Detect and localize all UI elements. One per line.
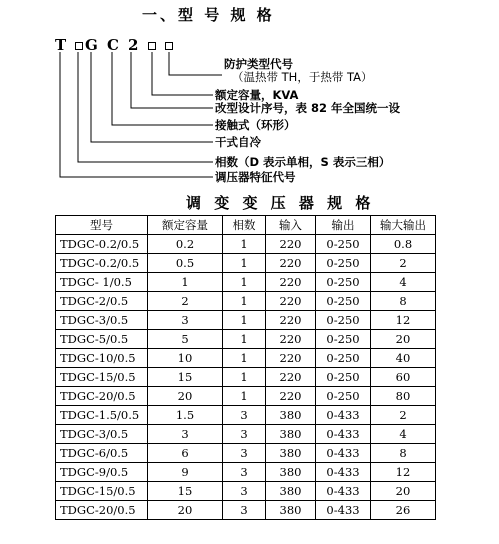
cell-phases: 3 <box>223 444 266 463</box>
connector-protection <box>169 52 222 75</box>
cell-max-output: 20 <box>371 482 436 501</box>
legend-regulator-code: 调压器特征代号 <box>215 170 296 184</box>
cell-max-output: 8 <box>371 292 436 311</box>
cell-phases: 3 <box>223 501 266 520</box>
cell-rated-capacity: 9 <box>148 463 223 482</box>
cell-output: 0-433 <box>316 501 371 520</box>
cell-max-output: 4 <box>371 273 436 292</box>
cell-rated-capacity: 10 <box>148 349 223 368</box>
cell-model: TDGC-20/0.5 <box>56 387 148 406</box>
cell-max-output: 20 <box>371 330 436 349</box>
table-row <box>56 406 436 425</box>
table-row <box>56 425 436 444</box>
cell-rated-capacity: 1 <box>148 273 223 292</box>
cell-input: 380 <box>266 406 316 425</box>
cell-rated-capacity: 5 <box>148 330 223 349</box>
code-letter-t: T <box>55 36 67 54</box>
cell-input: 220 <box>266 273 316 292</box>
header-model: 型号 <box>56 216 148 235</box>
cell-max-output: 2 <box>371 254 436 273</box>
cell-output: 0-433 <box>316 406 371 425</box>
spec-table <box>55 215 436 520</box>
legend-design-serial: 改型设计序号，表 82 年全国统一设 <box>215 101 401 115</box>
header-max-output: 输大输出 <box>371 216 436 235</box>
legend-cooling: 干式自冷 <box>215 135 261 149</box>
cell-rated-capacity: 20 <box>148 387 223 406</box>
cell-rated-capacity: 1.5 <box>148 406 223 425</box>
table-title: 调 变 变 压 器 规 格 <box>186 194 375 212</box>
cell-model: TDGC-20/0.5 <box>56 501 148 520</box>
cell-max-output: 8 <box>371 444 436 463</box>
table-row <box>56 330 436 349</box>
cell-max-output: 0.8 <box>371 235 436 254</box>
cell-output: 0-250 <box>316 311 371 330</box>
cell-output: 0-433 <box>316 425 371 444</box>
cell-max-output: 4 <box>371 425 436 444</box>
cell-output: 0-250 <box>316 292 371 311</box>
cell-phases: 1 <box>223 387 266 406</box>
cell-phases: 1 <box>223 292 266 311</box>
table-row <box>56 292 436 311</box>
table-header-row <box>56 216 436 235</box>
cell-model: TDGC-2/0.5 <box>56 292 148 311</box>
table-row <box>56 311 436 330</box>
cell-input: 380 <box>266 463 316 482</box>
cell-model: TDGC-15/0.5 <box>56 482 148 501</box>
cell-model: TDGC-3/0.5 <box>56 311 148 330</box>
legend-rated-capacity: 额定容量，KVA <box>215 88 299 102</box>
cell-phases: 1 <box>223 235 266 254</box>
cell-model: TDGC- 1/0.5 <box>56 273 148 292</box>
cell-phases: 1 <box>223 273 266 292</box>
cell-model: TDGC-10/0.5 <box>56 349 148 368</box>
cell-output: 0-250 <box>316 330 371 349</box>
header-phases: 相数 <box>223 216 266 235</box>
cell-model: TDGC-1.5/0.5 <box>56 406 148 425</box>
legend-protection-note: （温热带 TH，于热带 TA） <box>232 70 373 84</box>
cell-input: 380 <box>266 482 316 501</box>
table-row <box>56 273 436 292</box>
connector-capacity <box>152 52 213 95</box>
cell-input: 220 <box>266 349 316 368</box>
cell-phases: 3 <box>223 482 266 501</box>
cell-input: 220 <box>266 368 316 387</box>
cell-phases: 1 <box>223 254 266 273</box>
table-row <box>56 444 436 463</box>
cell-model: TDGC-5/0.5 <box>56 330 148 349</box>
legend-contact-type: 接触式（环形） <box>215 118 296 132</box>
cell-phases: 1 <box>223 311 266 330</box>
cell-model: TDGC-0.2/0.5 <box>56 254 148 273</box>
cell-model: TDGC-15/0.5 <box>56 368 148 387</box>
table-row <box>56 235 436 254</box>
cell-phases: 1 <box>223 330 266 349</box>
cell-max-output: 80 <box>371 387 436 406</box>
cell-output: 0-250 <box>316 349 371 368</box>
cell-model: TDGC-6/0.5 <box>56 444 148 463</box>
cell-input: 220 <box>266 254 316 273</box>
cell-max-output: 12 <box>371 311 436 330</box>
cell-model: TDGC-9/0.5 <box>56 463 148 482</box>
legend-protection-type: 防护类型代号 <box>224 57 293 71</box>
cell-input: 220 <box>266 311 316 330</box>
cell-output: 0-250 <box>316 387 371 406</box>
table-row <box>56 501 436 520</box>
table-row <box>56 368 436 387</box>
header-rated-capacity: 额定容量 <box>148 216 223 235</box>
cell-input: 380 <box>266 444 316 463</box>
table-row <box>56 463 436 482</box>
code-number: 2 <box>128 36 139 54</box>
cell-rated-capacity: 20 <box>148 501 223 520</box>
cell-output: 0-250 <box>316 235 371 254</box>
connector-regulator <box>60 52 213 177</box>
cell-output: 0-250 <box>316 273 371 292</box>
cell-input: 220 <box>266 330 316 349</box>
cell-phases: 1 <box>223 368 266 387</box>
cell-output: 0-433 <box>316 482 371 501</box>
code-letter-c: C <box>107 36 119 54</box>
cell-rated-capacity: 2 <box>148 292 223 311</box>
cell-input: 220 <box>266 387 316 406</box>
cell-max-output: 40 <box>371 349 436 368</box>
cell-input: 380 <box>266 501 316 520</box>
connector-design <box>131 52 213 108</box>
cell-rated-capacity: 0.5 <box>148 254 223 273</box>
cell-input: 220 <box>266 292 316 311</box>
cell-max-output: 60 <box>371 368 436 387</box>
section-heading: 一、型 号 规 格 <box>142 6 275 24</box>
cell-max-output: 12 <box>371 463 436 482</box>
table-row <box>56 349 436 368</box>
table-row <box>56 482 436 501</box>
connector-contact <box>112 52 213 125</box>
cell-phases: 1 <box>223 349 266 368</box>
cell-output: 0-433 <box>316 444 371 463</box>
cell-output: 0-250 <box>316 254 371 273</box>
connector-phases <box>78 52 213 162</box>
cell-phases: 3 <box>223 463 266 482</box>
cell-rated-capacity: 0.2 <box>148 235 223 254</box>
cell-input: 380 <box>266 425 316 444</box>
header-output: 输出 <box>316 216 371 235</box>
cell-model: TDGC-0.2/0.5 <box>56 235 148 254</box>
cell-phases: 3 <box>223 425 266 444</box>
cell-rated-capacity: 6 <box>148 444 223 463</box>
cell-rated-capacity: 15 <box>148 368 223 387</box>
table-body <box>56 235 436 520</box>
code-letter-g: G <box>85 36 98 54</box>
cell-input: 220 <box>266 235 316 254</box>
cell-output: 0-250 <box>316 368 371 387</box>
cell-output: 0-433 <box>316 463 371 482</box>
cell-max-output: 26 <box>371 501 436 520</box>
table-row <box>56 254 436 273</box>
cell-rated-capacity: 3 <box>148 311 223 330</box>
cell-rated-capacity: 3 <box>148 425 223 444</box>
cell-rated-capacity: 15 <box>148 482 223 501</box>
legend-phases: 相数（D 表示单相，S 表示三相） <box>215 155 391 169</box>
header-input: 输入 <box>266 216 316 235</box>
table-row <box>56 387 436 406</box>
cell-phases: 3 <box>223 406 266 425</box>
cell-max-output: 2 <box>371 406 436 425</box>
cell-model: TDGC-3/0.5 <box>56 425 148 444</box>
